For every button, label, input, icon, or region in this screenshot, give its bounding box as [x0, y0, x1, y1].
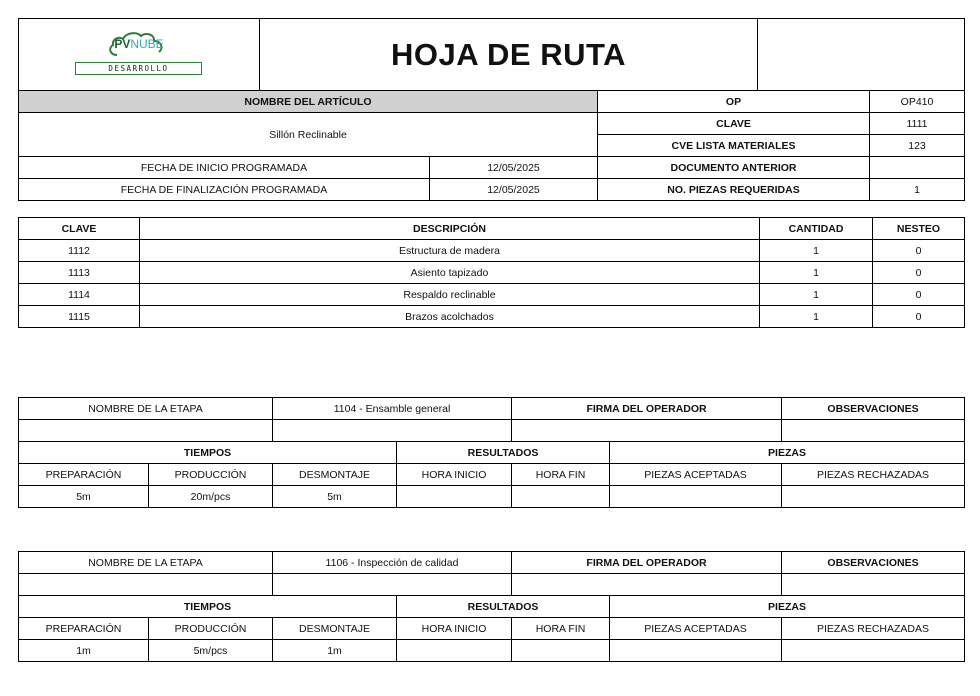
item-cantidad: 1	[760, 240, 873, 262]
hora-inicio-label: HORA INICIO	[397, 618, 512, 640]
table-row	[19, 284, 965, 306]
observations-label: OBSERVACIONES	[782, 552, 965, 574]
col-header-descripcion: DESCRIPCIÓN	[140, 218, 760, 240]
logo-cell	[19, 19, 260, 91]
operator-signature-label: FIRMA DEL OPERADOR	[512, 398, 782, 420]
operator-signature-label: FIRMA DEL OPERADOR	[512, 552, 782, 574]
operator-signature-field[interactable]	[512, 420, 782, 442]
logo-tagline: DESARROLLO	[75, 62, 202, 75]
desmontaje-label: DESMONTAJE	[273, 464, 397, 486]
piezas-aceptadas-field[interactable]	[610, 640, 782, 662]
item-cantidad: 1	[760, 262, 873, 284]
piezas-rechazadas-field[interactable]	[782, 640, 965, 662]
item-cantidad: 1	[760, 284, 873, 306]
stage-name-value: 1106 - Inspección de calidad	[273, 552, 512, 574]
clave-value: 1111	[870, 113, 965, 135]
observations-field[interactable]	[782, 574, 965, 596]
page-title: HOJA DE RUTA	[260, 19, 758, 91]
observations-label: OBSERVACIONES	[782, 398, 965, 420]
cve-lista-label: CVE LISTA MATERIALES	[598, 135, 870, 157]
hora-fin-field[interactable]	[512, 486, 610, 508]
header-blank-cell	[758, 19, 965, 91]
tiempos-label: TIEMPOS	[19, 596, 397, 618]
preparacion-value: 5m	[19, 486, 149, 508]
prev-doc-label: DOCUMENTO ANTERIOR	[598, 157, 870, 179]
piezas-rechazadas-field[interactable]	[782, 486, 965, 508]
col-header-clave: CLAVE	[19, 218, 140, 240]
tiempos-label: TIEMPOS	[19, 442, 397, 464]
header-table	[18, 18, 965, 91]
item-descripcion: Estructura de madera	[140, 240, 760, 262]
hora-inicio-field[interactable]	[397, 640, 512, 662]
stage-table	[18, 397, 965, 508]
piezas-rechazadas-label: PIEZAS RECHAZADAS	[782, 464, 965, 486]
item-clave: 1112	[19, 240, 140, 262]
item-clave: 1115	[19, 306, 140, 328]
hora-fin-label: HORA FIN	[512, 618, 610, 640]
article-name-label: NOMBRE DEL ARTÍCULO	[19, 91, 598, 113]
desmontaje-label: DESMONTAJE	[273, 618, 397, 640]
end-date-value: 12/05/2025	[430, 179, 598, 201]
item-descripcion: Asiento tapizado	[140, 262, 760, 284]
piezas-aceptadas-label: PIEZAS ACEPTADAS	[610, 464, 782, 486]
hora-inicio-label: HORA INICIO	[397, 464, 512, 486]
piezas-aceptadas-label: PIEZAS ACEPTADAS	[610, 618, 782, 640]
stage-name-label: NOMBRE DE LA ETAPA	[19, 552, 273, 574]
logo-brand-nube: NUBE	[130, 37, 164, 51]
item-clave: 1114	[19, 284, 140, 306]
observations-field[interactable]	[782, 420, 965, 442]
article-name-value: Sillón Reclinable	[19, 113, 598, 157]
col-header-nesteo: NESTEO	[873, 218, 965, 240]
desmontaje-value: 5m	[273, 486, 397, 508]
op-value: OP410	[870, 91, 965, 113]
end-date-label: FECHA DE FINALIZACIÓN PROGRAMADA	[19, 179, 430, 201]
stage-table	[18, 551, 965, 662]
preparacion-value: 1m	[19, 640, 149, 662]
op-label: OP	[598, 91, 870, 113]
stage-blank-cell	[19, 574, 273, 596]
pieces-required-value: 1	[870, 179, 965, 201]
produccion-value: 20m/pcs	[149, 486, 273, 508]
produccion-label: PRODUCCIÓN	[149, 618, 273, 640]
table-row	[19, 306, 965, 328]
stage-blank-cell	[273, 574, 512, 596]
piezas-rechazadas-label: PIEZAS RECHAZADAS	[782, 618, 965, 640]
item-nesteo: 0	[873, 262, 965, 284]
company-logo	[69, 28, 209, 78]
item-cantidad: 1	[760, 306, 873, 328]
hora-fin-field[interactable]	[512, 640, 610, 662]
table-row	[19, 240, 965, 262]
logo-brand	[69, 37, 209, 51]
preparacion-label: PREPARACIÓN	[19, 618, 149, 640]
item-nesteo: 0	[873, 306, 965, 328]
table-row	[19, 262, 965, 284]
operator-signature-field[interactable]	[512, 574, 782, 596]
hora-fin-label: HORA FIN	[512, 464, 610, 486]
piezas-label: PIEZAS	[610, 442, 965, 464]
clave-label: CLAVE	[598, 113, 870, 135]
article-info-table	[18, 90, 965, 201]
item-clave: 1113	[19, 262, 140, 284]
piezas-label: PIEZAS	[610, 596, 965, 618]
start-date-label: FECHA DE INICIO PROGRAMADA	[19, 157, 430, 179]
item-nesteo: 0	[873, 240, 965, 262]
produccion-value: 5m/pcs	[149, 640, 273, 662]
piezas-aceptadas-field[interactable]	[610, 486, 782, 508]
item-descripcion: Brazos acolchados	[140, 306, 760, 328]
pieces-required-label: NO. PIEZAS REQUERIDAS	[598, 179, 870, 201]
stage-name-label: NOMBRE DE LA ETAPA	[19, 398, 273, 420]
prev-doc-value	[870, 157, 965, 179]
logo-brand-pv: PV	[114, 37, 131, 51]
desmontaje-value: 1m	[273, 640, 397, 662]
start-date-value: 12/05/2025	[430, 157, 598, 179]
col-header-cantidad: CANTIDAD	[760, 218, 873, 240]
produccion-label: PRODUCCIÓN	[149, 464, 273, 486]
hora-inicio-field[interactable]	[397, 486, 512, 508]
stage-name-value: 1104 - Ensamble general	[273, 398, 512, 420]
stage-blank-cell	[273, 420, 512, 442]
resultados-label: RESULTADOS	[397, 442, 610, 464]
components-table	[18, 217, 965, 328]
resultados-label: RESULTADOS	[397, 596, 610, 618]
item-descripcion: Respaldo reclinable	[140, 284, 760, 306]
cve-lista-value: 123	[870, 135, 965, 157]
item-nesteo: 0	[873, 284, 965, 306]
stage-blank-cell	[19, 420, 273, 442]
preparacion-label: PREPARACIÓN	[19, 464, 149, 486]
